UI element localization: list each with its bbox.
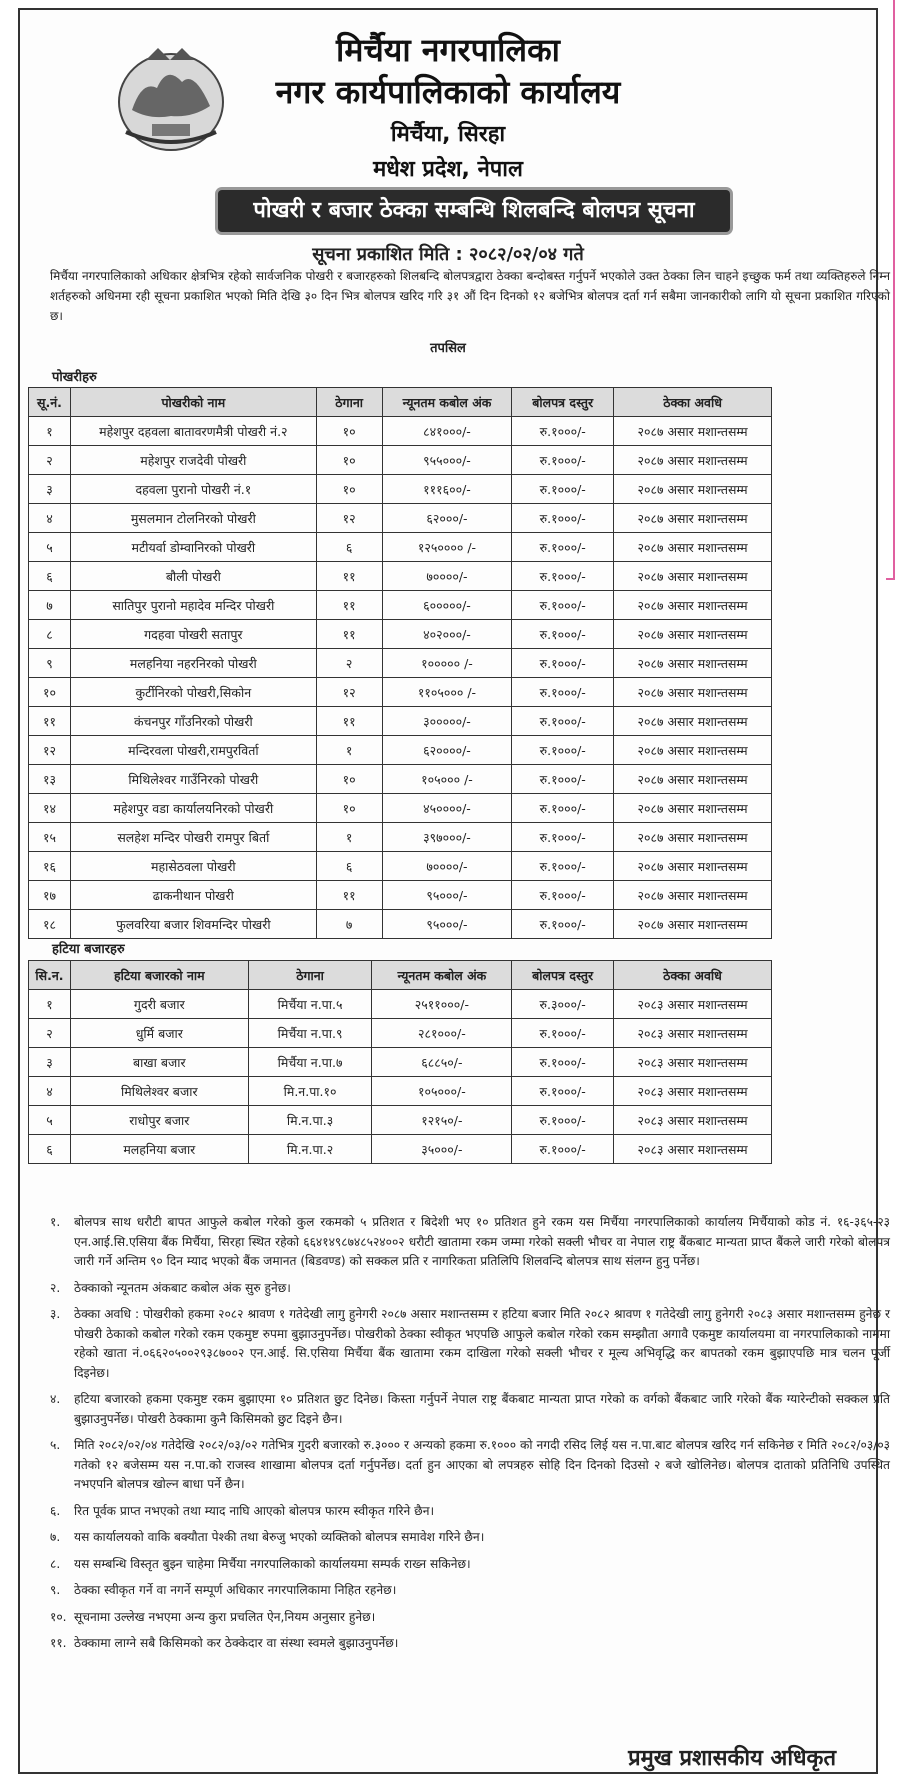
schedule-heading: तपसिल — [430, 341, 466, 356]
pond-row — [29, 591, 772, 620]
ponds-table — [28, 387, 772, 939]
ponds-header-4: बोलपत्र दस्तुर — [512, 388, 614, 417]
province-country: मधेश प्रदेश, नेपाल — [373, 157, 523, 182]
table-cell: रु.१०००/- — [512, 649, 614, 678]
term-item — [50, 1634, 890, 1654]
table-cell: १५ — [29, 823, 71, 852]
pond-row — [29, 620, 772, 649]
table-cell: ९५०००/- — [382, 910, 512, 939]
table-cell: ११ — [316, 620, 382, 649]
table-cell: ११ — [316, 562, 382, 591]
table-cell: ७००००/- — [382, 562, 512, 591]
table-cell: ८ — [29, 620, 71, 649]
municipality-name: मिर्चैया नगरपालिका — [336, 31, 560, 69]
table-cell: १० — [316, 417, 382, 446]
table-cell: रु.१०००/- — [512, 736, 614, 765]
table-cell: १२ — [29, 736, 71, 765]
pond-row — [29, 910, 772, 939]
table-cell: २०८७ असार मशान्तसम्म — [614, 417, 772, 446]
term-number: ८. — [50, 1556, 61, 1571]
term-number: २. — [50, 1280, 61, 1295]
table-cell: २०८७ असार मशान्तसम्म — [614, 823, 772, 852]
table-cell: १ — [29, 990, 71, 1019]
publication-date: सूचना प्रकाशित मिति : २०८२/०२/०४ गते — [312, 244, 584, 265]
table-cell: रु.१०००/- — [512, 794, 614, 823]
table-cell: मि.न.पा.२ — [248, 1135, 372, 1164]
table-cell: रु.१०००/- — [512, 562, 614, 591]
table-cell: १२ — [316, 504, 382, 533]
term-item — [50, 1528, 890, 1548]
term-number: १०. — [50, 1609, 67, 1624]
table-cell: ७००००/- — [382, 852, 512, 881]
term-text: यस कार्यालयको वाकि बक्यौता पेश्की तथा बेरुजु भएको व्यक्तिको बोलपत्र समावेश गरिने छैन। — [74, 1530, 485, 1544]
table-cell: महेशपुर दहवला बातावरणमैत्री पोखरी नं.२ — [70, 417, 316, 446]
table-cell: ४०२०००/- — [382, 620, 512, 649]
table-cell: २०८३ असार मशान्तसम्म — [614, 1106, 772, 1135]
table-cell: रु.१०००/- — [512, 1077, 614, 1106]
term-item — [50, 1502, 890, 1522]
term-item — [50, 1581, 890, 1601]
table-cell: महासेठवला पोखरी — [70, 852, 316, 881]
markets-header-2: ठेगाना — [248, 961, 372, 990]
term-text: ठेक्काको न्यूनतम अंकबाट कबोल अंक सुरु हुनेछ। — [74, 1280, 291, 1295]
table-cell: ६ — [316, 852, 382, 881]
table-cell: २०८३ असार मशान्तसम्म — [614, 1019, 772, 1048]
table-cell: २०८३ असार मशान्तसम्म — [614, 1048, 772, 1077]
table-cell: १२१५०/- — [372, 1106, 512, 1135]
table-cell: रु.१०००/- — [512, 678, 614, 707]
term-number: ६. — [50, 1503, 61, 1518]
table-cell: २०८७ असार मशान्तसम्म — [614, 736, 772, 765]
table-cell: ३९७०००/- — [382, 823, 512, 852]
table-cell: कुर्टीनिरको पोखरी,सिकोन — [70, 678, 316, 707]
table-cell: ७ — [316, 910, 382, 939]
pond-row — [29, 765, 772, 794]
markets-header-5: ठेक्का अवधि — [614, 961, 772, 990]
term-item — [50, 1305, 890, 1383]
table-cell: ८४१०००/- — [382, 417, 512, 446]
term-number: ३. — [50, 1307, 61, 1321]
table-cell: मन्दिरवला पोखरी,रामपुरविर्ता — [70, 736, 316, 765]
table-cell: १ — [316, 736, 382, 765]
table-cell: मि.न.पा.१० — [248, 1077, 372, 1106]
table-cell: ११ — [316, 881, 382, 910]
term-text: हटिया बजारको हकमा एकमुष्ट रकम बुझाएमा १० प्रतिशत छुट दिनेछ। किस्ता गर्नुपर्ने नेपाल राष्ट्र बैंकबाट मान्यता प्राप्त गरेको क वर्गको बैंकबाट जारि गरेको बैंक ग्यारेन्टीको सक्कल प्रति बुझाउनुपर्नेछ। पोखरी ठेक्कामा कुनै किसिमको छुट दिइने छैन। — [74, 1392, 890, 1426]
table-cell: ६२०००/- — [382, 504, 512, 533]
table-cell: ९५०००/- — [382, 881, 512, 910]
term-number: ९. — [50, 1583, 61, 1597]
ponds-header-1: पोखरीको नाम — [70, 388, 316, 417]
table-cell: २०८७ असार मशान्तसम्म — [614, 852, 772, 881]
office-name: नगर कार्यपालिकाको कार्यालय — [275, 73, 621, 111]
table-cell: महेशपुर राजदेवी पोखरी — [70, 446, 316, 475]
pond-row — [29, 504, 772, 533]
table-cell: राधोपुर बजार — [70, 1106, 248, 1135]
term-text: यस सम्बन्धि विस्तृत बुझ्न चाहेमा मिर्चैया नगरपालिकाको कार्यालयमा सम्पर्क राख्न सकिनेछ। — [74, 1556, 471, 1571]
table-cell: ३०००००/- — [382, 707, 512, 736]
table-cell: २ — [316, 649, 382, 678]
markets-table — [28, 960, 772, 1164]
market-row — [29, 1135, 772, 1164]
market-row — [29, 1106, 772, 1135]
table-cell: ६ — [316, 533, 382, 562]
table-cell: २०८७ असार मशान्तसम्म — [614, 707, 772, 736]
table-cell: १००००० /- — [382, 649, 512, 678]
table-cell: २०८७ असार मशान्तसम्म — [614, 504, 772, 533]
table-cell: रु.१०००/- — [512, 881, 614, 910]
term-text: ठेक्का स्वीकृत गर्ने वा नगर्ने सम्पूर्ण अधिकार नगरपालिकामा निहित रहनेछ। — [74, 1583, 397, 1597]
table-cell: मिर्चैया न.पा.७ — [248, 1048, 372, 1077]
term-text: ठेक्कामा लाग्ने सबै किसिमको कर ठेक्केदार वा संस्था स्वमले बुझाउनुपर्नेछ। — [74, 1636, 399, 1650]
table-cell: १० — [316, 475, 382, 504]
table-cell: २ — [29, 446, 71, 475]
markets-header-1: हटिया बजारको नाम — [70, 961, 248, 990]
markets-header-3: न्यूनतम कबोल अंक — [372, 961, 512, 990]
term-number: ११. — [50, 1636, 67, 1650]
table-cell: १ — [29, 417, 71, 446]
table-cell: मलहनिया बजार — [70, 1135, 248, 1164]
pond-row — [29, 649, 772, 678]
table-cell: रु.१०००/- — [512, 1048, 614, 1077]
table-cell: ११ — [316, 707, 382, 736]
table-cell: रु.१०००/- — [512, 446, 614, 475]
table-cell: १६ — [29, 852, 71, 881]
table-cell: २ — [29, 1019, 71, 1048]
table-cell: रु.१०००/- — [512, 1106, 614, 1135]
table-cell: ३ — [29, 475, 71, 504]
terms-list — [50, 1213, 890, 1661]
margin-line-tick — [886, 578, 895, 580]
table-cell: ११ — [29, 707, 71, 736]
table-cell: ६८८५०/- — [372, 1048, 512, 1077]
table-cell: ५ — [29, 1106, 71, 1135]
pond-row — [29, 446, 772, 475]
term-number: ५. — [50, 1438, 61, 1452]
table-cell: सलहेश मन्दिर पोखरी रामपुर बिर्ता — [70, 823, 316, 852]
table-cell: ११०५००० /- — [382, 678, 512, 707]
pond-row — [29, 707, 772, 736]
table-cell: २०८७ असार मशान्तसम्म — [614, 910, 772, 939]
table-cell: २०८३ असार मशान्तसम्म — [614, 1135, 772, 1164]
table-cell: रु.१०००/- — [512, 823, 614, 852]
table-cell: मलहनिया नहरनिरको पोखरी — [70, 649, 316, 678]
table-cell: २८१०००/- — [372, 1019, 512, 1048]
table-cell: २०८७ असार मशान्तसम्म — [614, 620, 772, 649]
table-cell: रु.१०००/- — [512, 591, 614, 620]
market-row — [29, 1077, 772, 1106]
table-cell: ३ — [29, 1048, 71, 1077]
pond-row — [29, 417, 772, 446]
ponds-section-label: पोखरीहरु — [52, 370, 97, 385]
table-cell: १० — [29, 678, 71, 707]
pond-row — [29, 533, 772, 562]
table-cell: ४ — [29, 504, 71, 533]
table-cell: रु.१०००/- — [512, 504, 614, 533]
intro-paragraph: मिर्चैया नगरपालिकाको अधिकार क्षेत्रभित्र रहेको सार्वजनिक पोखरी र बजारहरुको शिलबन्दि बोलपत्रद्वारा ठेक्का बन्दोबस्त गर्नुपर्ने भएकोले उक्त ठेक्का लिन चाहने इच्छुक फर्म तथा व्यक्तिहरुले निम्न शर्तहरुको अधिनमा रही सूचना प्रकाशित भएको मिति देखि ३० दिन भित्र बोलपत्र खरिद गरि ३१ औं दिन दिनको १२ बजेभित्र बोलपत्र दर्ता गर्न सबैमा जानकारीको लागि यो सूचना प्रकाशित गरिएको छ। — [50, 269, 890, 323]
table-cell: ३५०००/- — [372, 1135, 512, 1164]
table-cell: ६ — [29, 1135, 71, 1164]
table-cell: १२५०००० /- — [382, 533, 512, 562]
market-row — [29, 990, 772, 1019]
table-cell: रु.३०००/- — [512, 990, 614, 1019]
table-cell: १० — [316, 765, 382, 794]
table-cell: मुसलमान टोलनिरको पोखरी — [70, 504, 316, 533]
table-cell: मिर्चैया न.पा.९ — [248, 1019, 372, 1048]
table-cell: रु.१०००/- — [512, 417, 614, 446]
table-cell: २०८७ असार मशान्तसम्म — [614, 533, 772, 562]
table-cell: ६०००००/- — [382, 591, 512, 620]
table-cell: १० — [316, 446, 382, 475]
table-cell: कंचनपुर गाँउनिरको पोखरी — [70, 707, 316, 736]
term-item — [50, 1555, 890, 1575]
pond-row — [29, 678, 772, 707]
pond-row — [29, 852, 772, 881]
table-cell: ४ — [29, 1077, 71, 1106]
table-cell: १४ — [29, 794, 71, 823]
term-text: बोलपत्र साथ धरौटी बापत आफुले कबोल गरेको कुल रकमको ५ प्रतिशत र बिदेशी भए १० प्रतिशत हुने रकम यस मिर्चैया नगरपालिकाको कार्यालय मिर्चैयाको कोड नं. १६-३६५-२३ एन.आई.सि.एसिया बैंक मिर्चैया, सिरहा स्थित रहेको ६६४१४९८७४८५२४००२ धरौटी खातामा रकम जम्मा गरेको सक्ली भौचर वा नेपाल राष्ट्र बैंकबाट मान्यता प्राप्त बैंकले जारी गरेको बोलपत्र जारी गर्ने अन्तिम ९० दिन म्याद भएको बैंक जमानत (बिडवण्ड) को सक्कल प्रति र नागरिकता प्रतिलिपि शिलवन्दि बोलपत्र साथ संलग्न हुनु पर्नेछ। — [74, 1215, 890, 1268]
table-cell: रु.१०००/- — [512, 475, 614, 504]
table-cell: २०८७ असार मशान्तसम्म — [614, 475, 772, 504]
table-cell: २०८७ असार मशान्तसम्म — [614, 591, 772, 620]
table-cell: गदहवा पोखरी सतापुर — [70, 620, 316, 649]
table-cell: २०८७ असार मशान्तसम्म — [614, 794, 772, 823]
table-cell: मटीयर्वा डोम्वानिरको पोखरी — [70, 533, 316, 562]
markets-header-4: बोलपत्र दस्तुर — [512, 961, 614, 990]
table-cell: धुर्मि बजार — [70, 1019, 248, 1048]
table-cell: रु.१०००/- — [512, 533, 614, 562]
table-cell: २५११०००/- — [372, 990, 512, 1019]
table-cell: बाखा बजार — [70, 1048, 248, 1077]
table-cell: दहवला पुरानो पोखरी नं.१ — [70, 475, 316, 504]
table-cell: रु.१०००/- — [512, 1019, 614, 1048]
table-cell: २०८७ असार मशान्तसम्म — [614, 881, 772, 910]
table-cell: ७ — [29, 591, 71, 620]
table-cell: २०८७ असार मशान्तसम्म — [614, 446, 772, 475]
table-cell: रु.१०००/- — [512, 707, 614, 736]
markets-header-0: सि.न. — [29, 961, 71, 990]
table-cell: २०८७ असार मशान्तसम्म — [614, 562, 772, 591]
table-cell: ढाकनीथान पोखरी — [70, 881, 316, 910]
table-cell: रु.१०००/- — [512, 1135, 614, 1164]
term-text: रित पूर्वक प्राप्त नभएको तथा म्याद नाघि आएको बोलपत्र फारम स्वीकृत गरिने छैन। — [74, 1503, 435, 1518]
ponds-header-2: ठेगाना — [316, 388, 382, 417]
table-cell: १२ — [316, 678, 382, 707]
table-cell: मिर्चैया न.पा.५ — [248, 990, 372, 1019]
markets-section-label: हटिया बजारहरु — [52, 942, 125, 957]
table-cell: ६२००००/- — [382, 736, 512, 765]
notice-title-banner: पोखरी र बजार ठेक्का सम्बन्धि शिलबन्दि बोलपत्र सूचना — [218, 190, 730, 232]
term-item — [50, 1279, 890, 1299]
ponds-header-3: न्यूनतम कबोल अंक — [382, 388, 512, 417]
office-location: मिर्चैया, सिरहा — [390, 122, 506, 147]
table-cell: २०८७ असार मशान्तसम्म — [614, 765, 772, 794]
table-cell: ५ — [29, 533, 71, 562]
term-text: मिति २०८२/०२/०४ गतेदेखि २०८२/०३/०२ गतेभित्र गुदरी बजारको रु.३००० र अन्यको हकमा रु.१००० को नगदी रसिद लिई यस न.पा.बाट बोलपत्र खरिद गर्न सकिनेछ र मिति २०८२/०३/०३ गतेको १२ बजेसम्म यस न.पा.को राजस्व शाखामा बोलपत्र दर्ता गर्नुपर्नेछ। दर्ता हुन आएका बो लपत्रहरु सोहि दिन दिनको दिउसो २ बजे खोलिनेछ। बोलपत्र दाताको प्रतिनिधि उपस्थित नभएपनि बोलपत्र खोल्न बाधा पर्ने छैन। — [74, 1438, 890, 1491]
table-cell: रु.१०००/- — [512, 910, 614, 939]
table-cell: मिथिलेश्वर गाउँनिरको पोखरी — [70, 765, 316, 794]
table-cell: बौली पोखरी — [70, 562, 316, 591]
pond-row — [29, 881, 772, 910]
table-cell: मि.न.पा.३ — [248, 1106, 372, 1135]
market-row — [29, 1019, 772, 1048]
table-cell: १११६००/- — [382, 475, 512, 504]
table-cell: रु.१०००/- — [512, 620, 614, 649]
table-cell: ४५००००/- — [382, 794, 512, 823]
table-cell: गुदरी बजार — [70, 990, 248, 1019]
ponds-header-5: ठेक्का अवधि — [614, 388, 772, 417]
term-item — [50, 1390, 890, 1429]
table-cell: फुलवरिया बजार शिवमन्दिर पोखरी — [70, 910, 316, 939]
table-cell: मिथिलेश्वर बजार — [70, 1077, 248, 1106]
pond-row — [29, 823, 772, 852]
pond-row — [29, 475, 772, 504]
table-cell: महेशपुर वडा कार्यालयनिरको पोखरी — [70, 794, 316, 823]
term-item — [50, 1436, 890, 1495]
table-cell: १० — [316, 794, 382, 823]
term-number: ७. — [50, 1530, 61, 1544]
term-item — [50, 1213, 890, 1272]
market-row — [29, 1048, 772, 1077]
table-cell: १८ — [29, 910, 71, 939]
term-number: १. — [50, 1215, 61, 1229]
table-cell: १७ — [29, 881, 71, 910]
table-cell: २०८७ असार मशान्तसम्म — [614, 649, 772, 678]
term-number: ४. — [50, 1392, 61, 1406]
table-cell: ९ — [29, 649, 71, 678]
table-cell: १ — [316, 823, 382, 852]
margin-line — [893, 0, 895, 580]
pond-row — [29, 562, 772, 591]
pond-row — [29, 794, 772, 823]
table-cell: १०५०००/- — [372, 1077, 512, 1106]
ponds-header-0: सू.नं. — [29, 388, 71, 417]
notice-frame — [18, 8, 890, 1774]
pond-row — [29, 736, 772, 765]
table-cell: २०८३ असार मशान्तसम्म — [614, 1077, 772, 1106]
signatory-title: प्रमुख प्रशासकीय अधिकृत — [628, 1746, 836, 1771]
table-cell: २०८७ असार मशान्तसम्म — [614, 678, 772, 707]
table-cell: सातिपुर पुरानो महादेव मन्दिर पोखरी — [70, 591, 316, 620]
table-cell: ११ — [316, 591, 382, 620]
table-cell: रु.१०००/- — [512, 765, 614, 794]
table-cell: १३ — [29, 765, 71, 794]
table-cell: रु.१०००/- — [512, 852, 614, 881]
term-text: ठेक्का अवधि : पोखरीको हकमा २०८२ श्रावण १ गतेदेखी लागु हुनेगरी २०८७ असार मशान्तसम्म र हटिया बजार मिति २०८२ श्रावण १ गतेदेखी लागु हुनेगरी २०८३ असार मशान्तसम्म हुनेछ र पोखरी ठेकाको कबोल गरेको रकम एकमुष्ट रुपमा बुझाउनुपर्नेछ। पोखरीको ठेक्का स्वीकृत भएपछि आफुले कबोल गरेको रकम सम्झौता अगावै एकमुष्ट कार्यालयमा वा नगरपालिकाको नाममा रहेको खाता नं.०६६२०५००२९३८७००२ एन.आई. सि.एसिया मिर्चैया बैंक खातामा रकम दाखिला गरेको सक्ली भौचर र मूल्य अभिवृद्धि कर बापतको रकम बुझाएपछि मात्र चलन पूर्जी दिइनेछ। — [74, 1307, 890, 1380]
table-cell: ६ — [29, 562, 71, 591]
term-item — [50, 1608, 890, 1628]
term-text: सूचनामा उल्लेख नभएमा अन्य कुरा प्रचलित ऐन,नियम अनुसार हुनेछ। — [74, 1609, 376, 1624]
table-cell: २०८३ असार मशान्तसम्म — [614, 990, 772, 1019]
table-cell: ९५५०००/- — [382, 446, 512, 475]
table-cell: १०५००० /- — [382, 765, 512, 794]
